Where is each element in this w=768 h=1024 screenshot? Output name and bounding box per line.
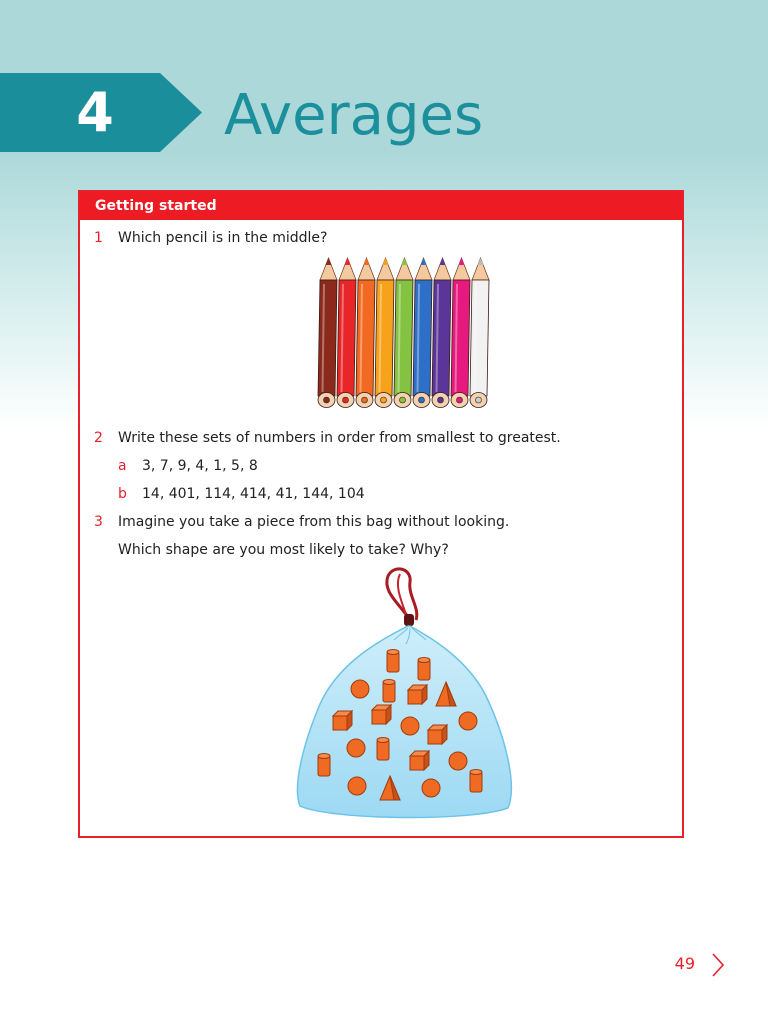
pencil-1 [318, 258, 337, 408]
getting-started-box [78, 190, 684, 838]
pencil-7 [432, 258, 451, 408]
question-2-number: 2 [94, 430, 103, 446]
question-1-text: Which pencil is in the middle? [118, 230, 328, 246]
chapter-number: 4 [76, 81, 114, 144]
question-3-text-2: Which shape are you most likely to take? Why? [118, 542, 449, 558]
pencil-2 [337, 258, 356, 408]
pencils-illustration [316, 256, 496, 416]
box-header: Getting started [80, 192, 682, 220]
question-2b-text: 14, 401, 114, 414, 41, 144, 104 [142, 486, 365, 502]
pencil-6 [413, 258, 432, 408]
pencil-8 [451, 258, 470, 408]
pencil-5 [394, 258, 413, 408]
question-3-number: 3 [94, 514, 103, 530]
bag-of-shapes-illustration [290, 564, 520, 828]
question-2b-label: b [118, 486, 127, 502]
pencil-9 [470, 258, 489, 408]
chevron-right-icon[interactable] [710, 952, 726, 982]
question-2a-label: a [118, 458, 127, 474]
question-3-text: Imagine you take a piece from this bag without looking. [118, 514, 510, 530]
chapter-title: Averages [224, 83, 484, 148]
question-2-text: Write these sets of numbers in order from smallest to greatest. [118, 430, 561, 446]
pencil-3 [356, 258, 375, 408]
question-1-number: 1 [94, 230, 103, 246]
pencil-4 [375, 258, 394, 408]
question-2a-text: 3, 7, 9, 4, 1, 5, 8 [142, 458, 258, 474]
page-number: 49 [674, 954, 695, 973]
